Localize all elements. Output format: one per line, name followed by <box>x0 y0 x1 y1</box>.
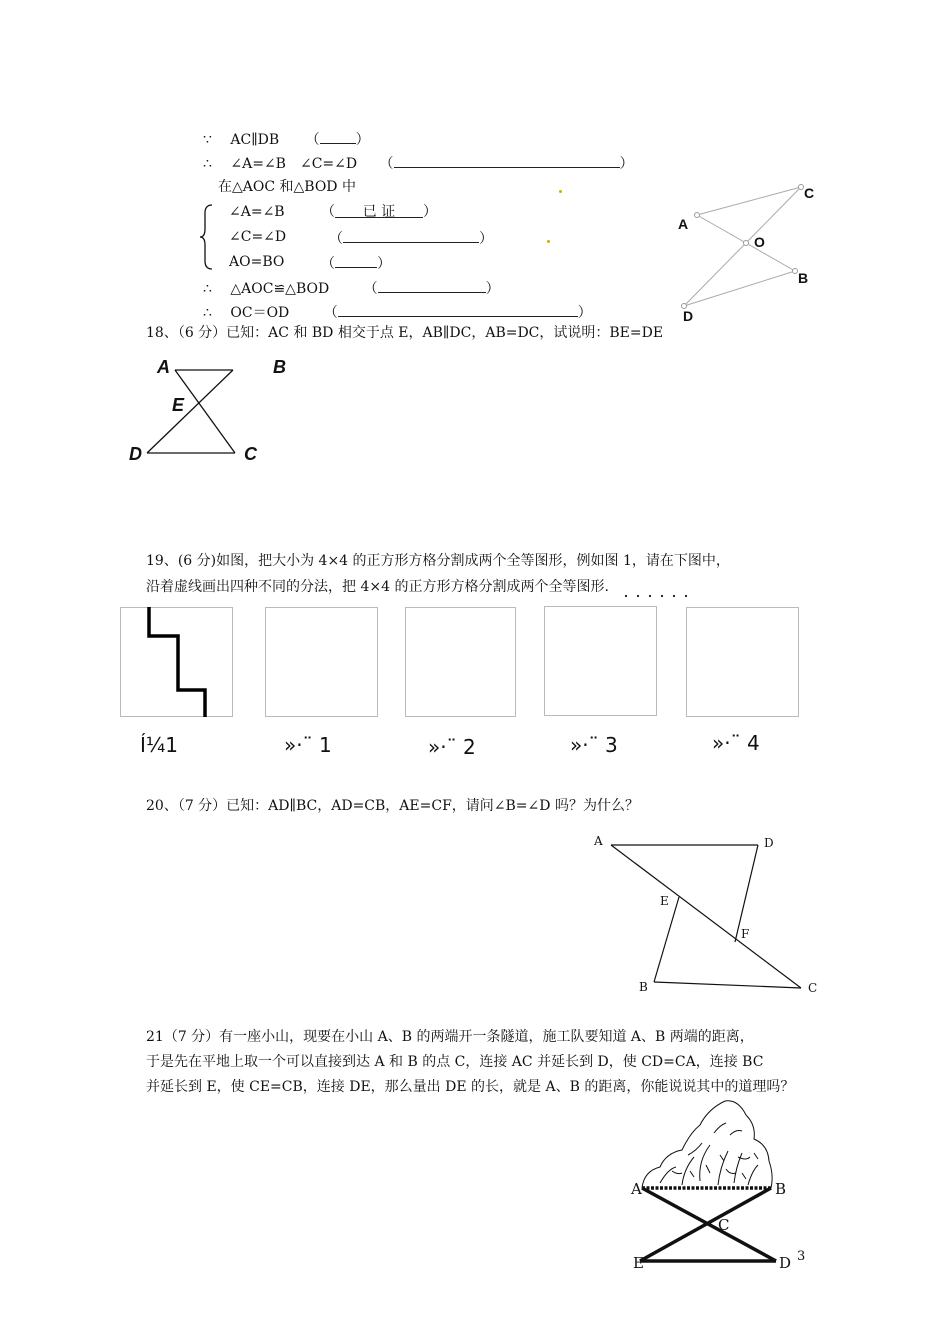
reason-blank[interactable] <box>335 253 377 268</box>
point-label-d: D <box>129 444 142 464</box>
proof-line-5: ∠C=∠D （ ） <box>229 229 493 247</box>
proof-line-4: ∠A=∠B （ 已 证 ） <box>229 204 437 220</box>
proof-line-8: ∴ OC＝OD （ ） <box>203 302 592 322</box>
proof-statement: AO=BO <box>229 254 285 270</box>
answer-grid-4[interactable] <box>686 607 799 717</box>
question-21-line-3: 并延长到 E，使 CE=CB，连接 DE，那么量出 DE 的长，就是 A、B 的距离，你能说说其中的道理吗？ <box>146 1079 795 1095</box>
proof-line-3: 在△AOC 和△BOD 中 <box>218 179 356 195</box>
stray-dot <box>547 240 550 243</box>
reason-blank[interactable] <box>343 228 479 243</box>
reason-blank[interactable] <box>378 278 486 293</box>
point-label-d: D <box>683 308 694 324</box>
point-label-a: A <box>678 216 689 232</box>
question-18-text: 18、（6 分）已知：AC 和 BD 相交于点 E，AB∥DC，AB=DC，试说明：BE=DE <box>146 325 664 341</box>
caption-method-2: »·¨ 2 <box>428 735 476 759</box>
question-21-line-2: 于是先在平地上取一个可以直接到达 A 和 B 的点 C，连接 AC 并延长到 D，使 CD=CA，连接 BC <box>146 1054 764 1070</box>
caption-method-3: »·¨ 3 <box>570 733 618 757</box>
therefore-symbol: ∴ <box>203 156 212 172</box>
point-label-e: E <box>172 395 185 415</box>
therefore-symbol: ∴ <box>203 305 212 321</box>
question-21-line-1: 21（7 分）有一座小山，现要在小山 A、B 的两端开一条隧道，施工队要知道 A、B 两端的距离， <box>146 1029 754 1045</box>
point-label-b: B <box>775 1180 787 1198</box>
mountain-sketch <box>642 1101 772 1188</box>
point-label-b: B <box>798 270 809 286</box>
proof-statement: OC＝OD <box>230 305 290 321</box>
point-label-c: C <box>244 444 257 464</box>
caption-method-4: »·¨ 4 <box>712 731 760 755</box>
proof-line-1: ∵ AC∥DB （ ） <box>203 129 370 149</box>
reason-blank[interactable] <box>320 129 356 144</box>
point-label-e: E <box>660 894 669 908</box>
point-label-e: E <box>633 1254 644 1272</box>
proof-line-6: AO=BO （ ） <box>229 254 391 272</box>
point-label-a: A <box>594 834 603 848</box>
example-cut-path <box>120 607 232 717</box>
question-19-line-1: 19、(6 分)如图，把大小为 4×4 的正方形方格分割成两个全等图形，例如图 1，请在下图中， <box>146 553 730 569</box>
reason-blank[interactable] <box>338 302 578 317</box>
point-label-c: C <box>718 1216 730 1234</box>
caption-method-1: »·¨ 1 <box>284 733 332 757</box>
figure-17-diagram <box>660 180 830 325</box>
proof-statement: ∠A=∠B <box>229 204 285 220</box>
reason-blank[interactable] <box>394 153 620 168</box>
point-label-b: B <box>639 980 648 994</box>
proof-statement: ∠C=∠D <box>229 229 287 245</box>
proof-line-2: ∴ ∠A=∠B ∠C=∠D （ ） <box>203 153 634 173</box>
point-label-o: O <box>754 234 765 250</box>
therefore-symbol: ∴ <box>203 281 212 297</box>
reason-given: 已 证 <box>335 203 423 218</box>
proof-statement: AC∥DB <box>230 132 280 148</box>
answer-grid-2[interactable] <box>405 607 516 717</box>
stray-dot <box>559 190 562 193</box>
point-label-d: D <box>779 1254 792 1272</box>
point-label-f: F <box>741 927 750 941</box>
point-label-b: B <box>273 357 286 377</box>
caption-figure-1: Í¼1 <box>140 733 179 757</box>
proof-statement: △AOC≌△BOD <box>230 281 330 297</box>
point-label-d: D <box>764 836 774 850</box>
proof-statement: ∠A=∠B ∠C=∠D <box>230 156 358 172</box>
question-19-line-2-text: 沿着虚线画出四种不同的分法，把 4×4 的正方形方格分割成两个全等图形. <box>146 579 609 595</box>
answer-grid-3[interactable] <box>544 606 657 716</box>
system-brace <box>198 203 218 271</box>
question-20-text: 20、（7 分）已知：AD∥BC，AD=CB，AE=CF，请问∠B=∠D 吗？为什么？ <box>146 798 639 814</box>
point-label-c: C <box>808 981 818 995</box>
question-19-line-2 <box>146 578 609 596</box>
answer-grid-1[interactable] <box>265 607 378 717</box>
figure-20-diagram <box>600 835 820 995</box>
point-label-a: A <box>157 357 170 377</box>
page-number: 3 <box>797 1249 806 1264</box>
proof-line-7: ∴ △AOC≌△BOD （ ） <box>203 278 500 298</box>
emphasis-dots <box>620 593 690 599</box>
because-symbol: ∵ <box>203 132 212 148</box>
measurement-lines <box>640 1188 776 1261</box>
point-label-c: C <box>804 185 815 201</box>
point-label-a: A <box>631 1180 642 1198</box>
